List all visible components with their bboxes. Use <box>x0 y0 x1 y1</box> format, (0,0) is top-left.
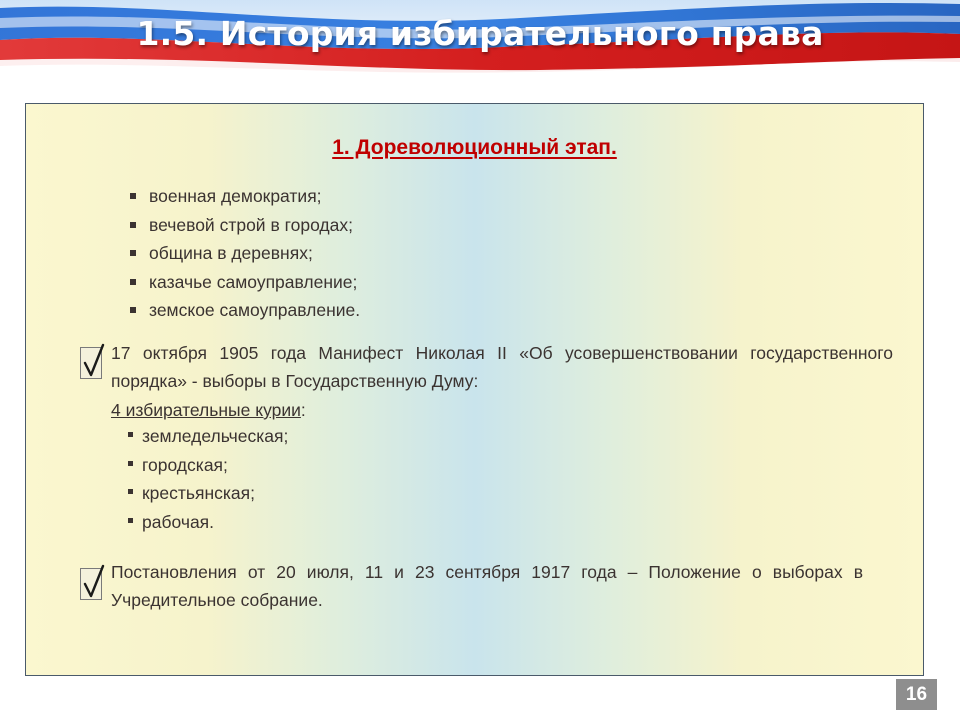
checkmark-icon <box>80 568 102 600</box>
content-panel <box>25 103 924 676</box>
manifest-paragraph: 17 октября 1905 года Манифест Николая II «Об усовершенствовании государственного порядка» - выборы в Государственную Думу: <box>111 343 893 391</box>
list-item: казачье самоуправление; <box>129 268 360 297</box>
list-item: община в деревнях; <box>129 239 360 268</box>
section-title: 1. Дореволюционный этап. <box>332 136 617 159</box>
list-item: военная демократия; <box>129 182 360 211</box>
list-item: вечевой строй в городах; <box>129 211 360 240</box>
curiae-heading-colon: : <box>300 400 306 420</box>
list-item: земское самоуправление. <box>129 296 360 325</box>
list-item: рабочая. <box>126 508 288 537</box>
page-number: 16 <box>896 679 937 710</box>
curiae-heading-text: 4 избирательные курии <box>111 400 301 420</box>
checkmark-icon <box>80 347 102 379</box>
header-banner <box>0 0 960 80</box>
list-item: земледельческая; <box>126 422 288 451</box>
resolution-paragraph: Постановления от 20 июля, 11 и 23 сентября 1917 года – Положение о выборах в Учредительное собрание. <box>111 562 863 610</box>
curiae-heading <box>111 396 306 424</box>
list-item: крестьянская; <box>126 479 288 508</box>
list-item: городская; <box>126 451 288 480</box>
stage-list <box>129 182 360 325</box>
curiae-list <box>126 422 288 536</box>
page-title: 1.5. История избирательного права <box>136 14 824 53</box>
